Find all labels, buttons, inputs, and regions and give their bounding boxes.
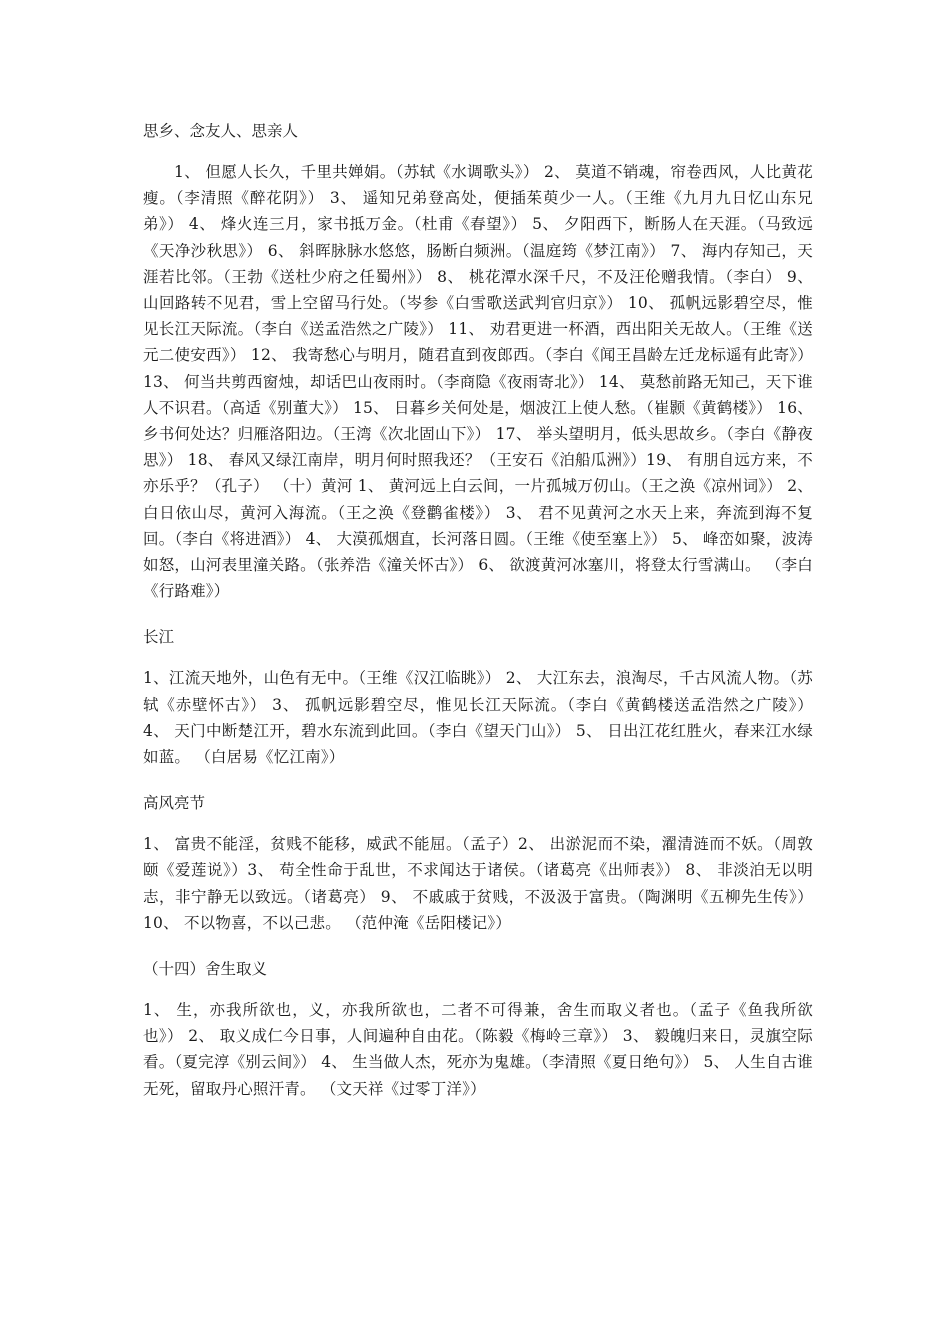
section-body-yangtze: 1、江流天地外，山色有无中。（王维《汉江临眺》） 2、 大江东去，浪淘尽，千古风流人物。（苏轼《赤壁怀古》） 3、 孤帆远影碧空尽，惟见长江天际流。（李白《黄鹤楼送孟浩然之广陵》） 4、 天门中断楚江开，碧水东流到此回。（李白《望天门山》） 5、 日出江花红胜火，春来江水绿如蓝。 （白居易《忆江南》） — [143, 669, 813, 767]
section-heading-yangtze: 长江 — [143, 628, 175, 647]
section-body-sacrifice: 1、 生，亦我所欲也，义，亦我所欲也，二者不可得兼，舍生而取义者也。（孟子《鱼我所欲也》） 2、 取义成仁今日事，人间遍种自由花。（陈毅《梅岭三章》） 3、 毅魄归来日，灵旗空际看。（夏完淳《别云间》） 4、 生当做人杰，死亦为鬼雄。（李清照《夏日绝句》） 5、 人生自古谁无死，留取丹心照汗青。 （文天祥《过零丁洋》） — [143, 1001, 813, 1098]
section-body-integrity: 1、 富贵不能淫，贫贱不能移，威武不能屈。（孟子）2、 出淤泥而不染，濯清涟而不妖。（周敦颐《爱莲说》）3、 苟全性命于乱世，不求闻达于诸侯。（诸葛亮《出师表》） 8、 非淡泊无以明志，非宁静无以致远。（诸葛亮） 9、 不戚戚于贫贱，不汲汲于富贵。（陶渊明《五柳先生传》） 10、 不以物喜，不以己悲。 （范仲淹《岳阳楼记》） — [143, 835, 813, 932]
section-body-homesick: 1、 但愿人长久，千里共婵娟。（苏轼《水调歌头》） 2、 莫道不销魂，帘卷西风，人比黄花瘦。（李清照《醉花阴》） 3、 遥知兄弟登高处，便插茱萸少一人。（王维《九月九日忆山东兄弟》） 4、 烽火连三月，家书抵万金。（杜甫《春望》） 5、 夕阳西下，断肠人在天涯。（马致远《天净沙秋思》） 6、 斜晖脉脉水悠悠，肠断白频洲。（温庭筠《梦江南》） 7、 海内存知己，天涯若比邻。（王勃《送杜少府之任蜀州》） 8、 桃花潭水深千尺，不及汪伦赠我情。（李白） 9、 山回路转不见君，雪上空留马行处。（岑参《白雪歌送武判官归京》） 10、 孤帆远影碧空尽，惟见长江天际流。（李白《送孟浩然之广陵》） 11、 劝君更进一杯酒，西出阳关无故人。（王维《送元二使安西》） 12、 我寄愁心与明月，随君直到夜郎西。（李白《闻王昌龄左迁龙标遥有此寄》） 13、 何当共剪西窗烛，却话巴山夜雨时。（李商隐《夜雨寄北》） 14、 莫愁前路无知己，天下谁人不识君。（高适《别董大》） 15、 日暮乡关何处是，烟波江上使人愁。（崔颢《黄鹤楼》） 16、 乡书何处达？归雁洛阳边。（王湾《次北固山下》） 17、 举头望明月，低头思故乡。（李白《静夜思》） 18、 春风又绿江南岸，明月何时照我还？（王安石《泊船瓜洲》）19、 有朋自远方来，不亦乐乎？（孔子） （十）黄河 1、 黄河远上白云间，一片孤城万仞山。（王之涣《凉州词》） 2、 白日依山尽，黄河入海流。（王之涣《登鹳雀楼》） 3、 君不见黄河之水天上来，奔流到海不复回。（李白《将进酒》） 4、 大漠孤烟直，长河落日圆。（王维《使至塞上》） 5、 峰峦如聚，波涛如怒，山河表里潼关路。（张养浩《潼关怀古》） 6、 欲渡黄河冰塞川，将登太行雪满山。 （李白《行路难》） — [143, 163, 813, 601]
document-page — [143, 118, 813, 1102]
section-heading-homesick: 思乡、念友人、思亲人 — [143, 122, 299, 140]
section-heading-integrity: 高风亮节 — [143, 794, 206, 813]
section-heading-sacrifice: （十四）舍生取义 — [143, 960, 268, 979]
